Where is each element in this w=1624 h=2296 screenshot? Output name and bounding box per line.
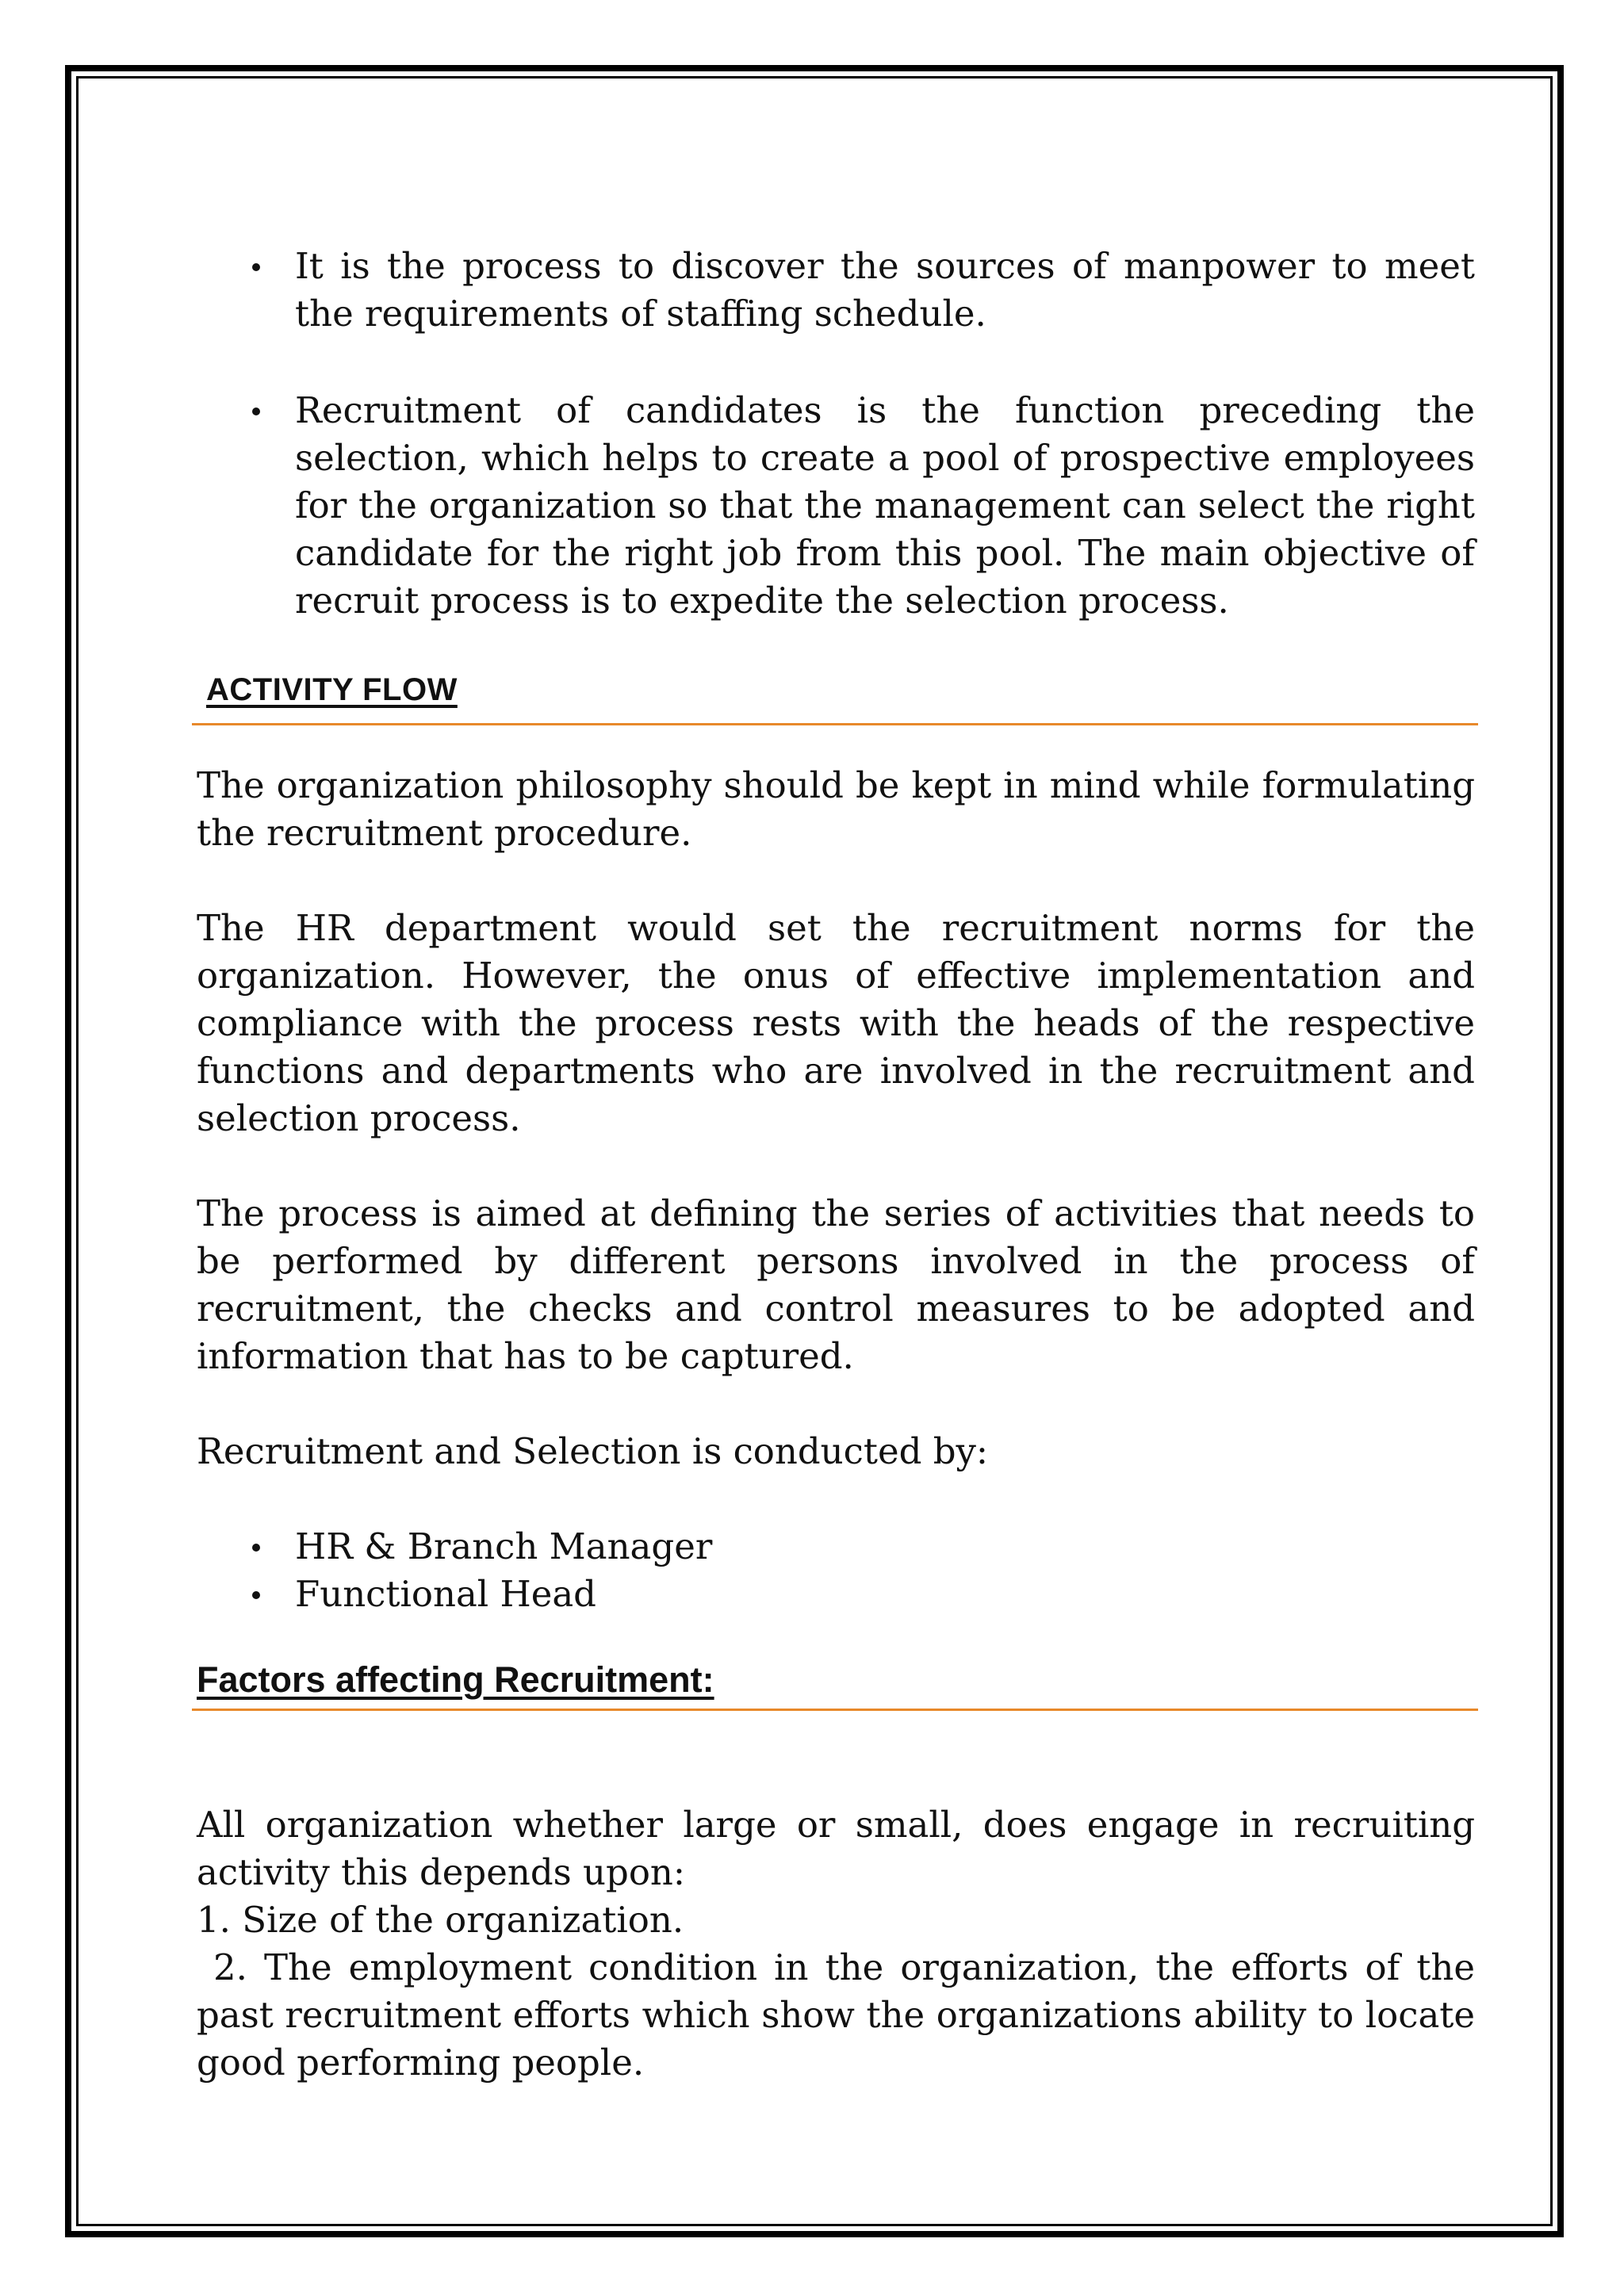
bullet-text: HR & Branch Manager	[295, 1525, 713, 1567]
bullet-icon	[252, 263, 260, 271]
intro-bullet-list	[197, 243, 1475, 625]
paragraph: Recruitment and Selection is conducted by:	[197, 1430, 989, 1472]
list-item	[197, 243, 1475, 338]
paragraph: The organization philosophy should be kept in mind while formulating the recruitment procedure.	[197, 764, 1475, 854]
document-body	[197, 243, 1487, 2087]
bullet-text: Functional Head	[295, 1573, 596, 1615]
bullet-text: It is the process to discover the sources of manpower to meet the requirements of staffing schedule.	[295, 245, 1475, 335]
list-item: 1. Size of the organization.	[197, 1899, 684, 1941]
bullet-icon	[252, 408, 260, 415]
list-item	[197, 1523, 1475, 1571]
paragraph: All organization whether large or small, does engage in recruiting activity this depends upon:	[197, 1804, 1475, 1893]
list-item	[197, 1571, 1475, 1618]
conducted-by-list	[197, 1523, 1475, 1618]
activity-flow-section-header	[197, 672, 1475, 720]
paragraph: The HR department would set the recruitment norms for the organization. However, the onus of effective implementation and compliance with the process rests with the heads of the respective functions and departments who are involved in the recruitment and selection process.	[197, 907, 1475, 1139]
bullet-icon	[252, 1544, 260, 1552]
list-item: 2. The employment condition in the organization, the efforts of the past recruitment efforts which show the organizations ability to locate good performing people.	[197, 1946, 1487, 2084]
activity-flow-heading: ACTIVITY FLOW	[206, 672, 458, 707]
list-item	[197, 387, 1475, 625]
bullet-icon	[252, 1591, 260, 1599]
factors-section-header	[197, 1659, 1475, 1707]
factors-heading: Factors affecting Recruitment:	[197, 1659, 714, 1700]
bullet-text: Recruitment of candidates is the function preceding the selection, which helps to create a pool of prospective employees for the organization so that the management can select the right candidate for the right job from this pool. The main objective of recruit process is to expedite the selection process.	[295, 389, 1475, 622]
paragraph: The process is aimed at defining the series of activities that needs to be performed by different persons involved in the process of recruitment, the checks and control measures to be adopted and information that has to be captured.	[197, 1192, 1475, 1377]
